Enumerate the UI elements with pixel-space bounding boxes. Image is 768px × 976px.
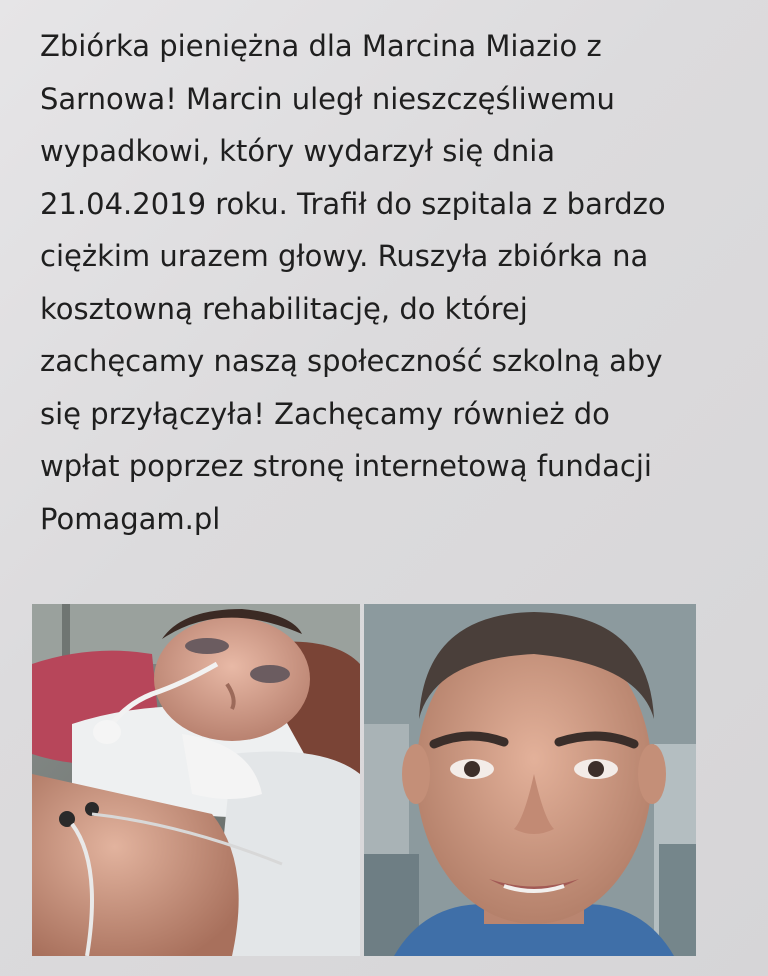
hospital-photo bbox=[32, 604, 360, 956]
fundraiser-message bbox=[40, 20, 762, 545]
message-line: wypadkowi, który wydarzył się dnia bbox=[40, 134, 556, 168]
message-line: wpłat poprzez stronę internetową fundacji bbox=[40, 449, 652, 483]
message-line: ciężkim urazem głowy. Ruszyła zbiórka na bbox=[40, 239, 649, 273]
portrait-photo-image bbox=[364, 604, 696, 956]
message-line: się przyłączyła! Zachęcamy również do bbox=[40, 396, 610, 431]
message-line: kosztowną rehabilitację, do której bbox=[40, 291, 528, 326]
message-line: Sarnowa! Marcin uległ nieszczęśliwemu bbox=[40, 81, 615, 116]
message-line: zachęcamy naszą społeczność szkolną aby bbox=[40, 344, 663, 378]
message-line: 21.04.2019 roku. Trafił do szpitala z bardzo bbox=[40, 186, 666, 221]
hospital-photo-image bbox=[32, 604, 360, 956]
portrait-photo bbox=[364, 604, 696, 956]
message-line: Zbiórka pieniężna dla Marcina Miazio z bbox=[40, 29, 602, 63]
fundraiser-website: Pomagam.pl bbox=[40, 501, 221, 536]
